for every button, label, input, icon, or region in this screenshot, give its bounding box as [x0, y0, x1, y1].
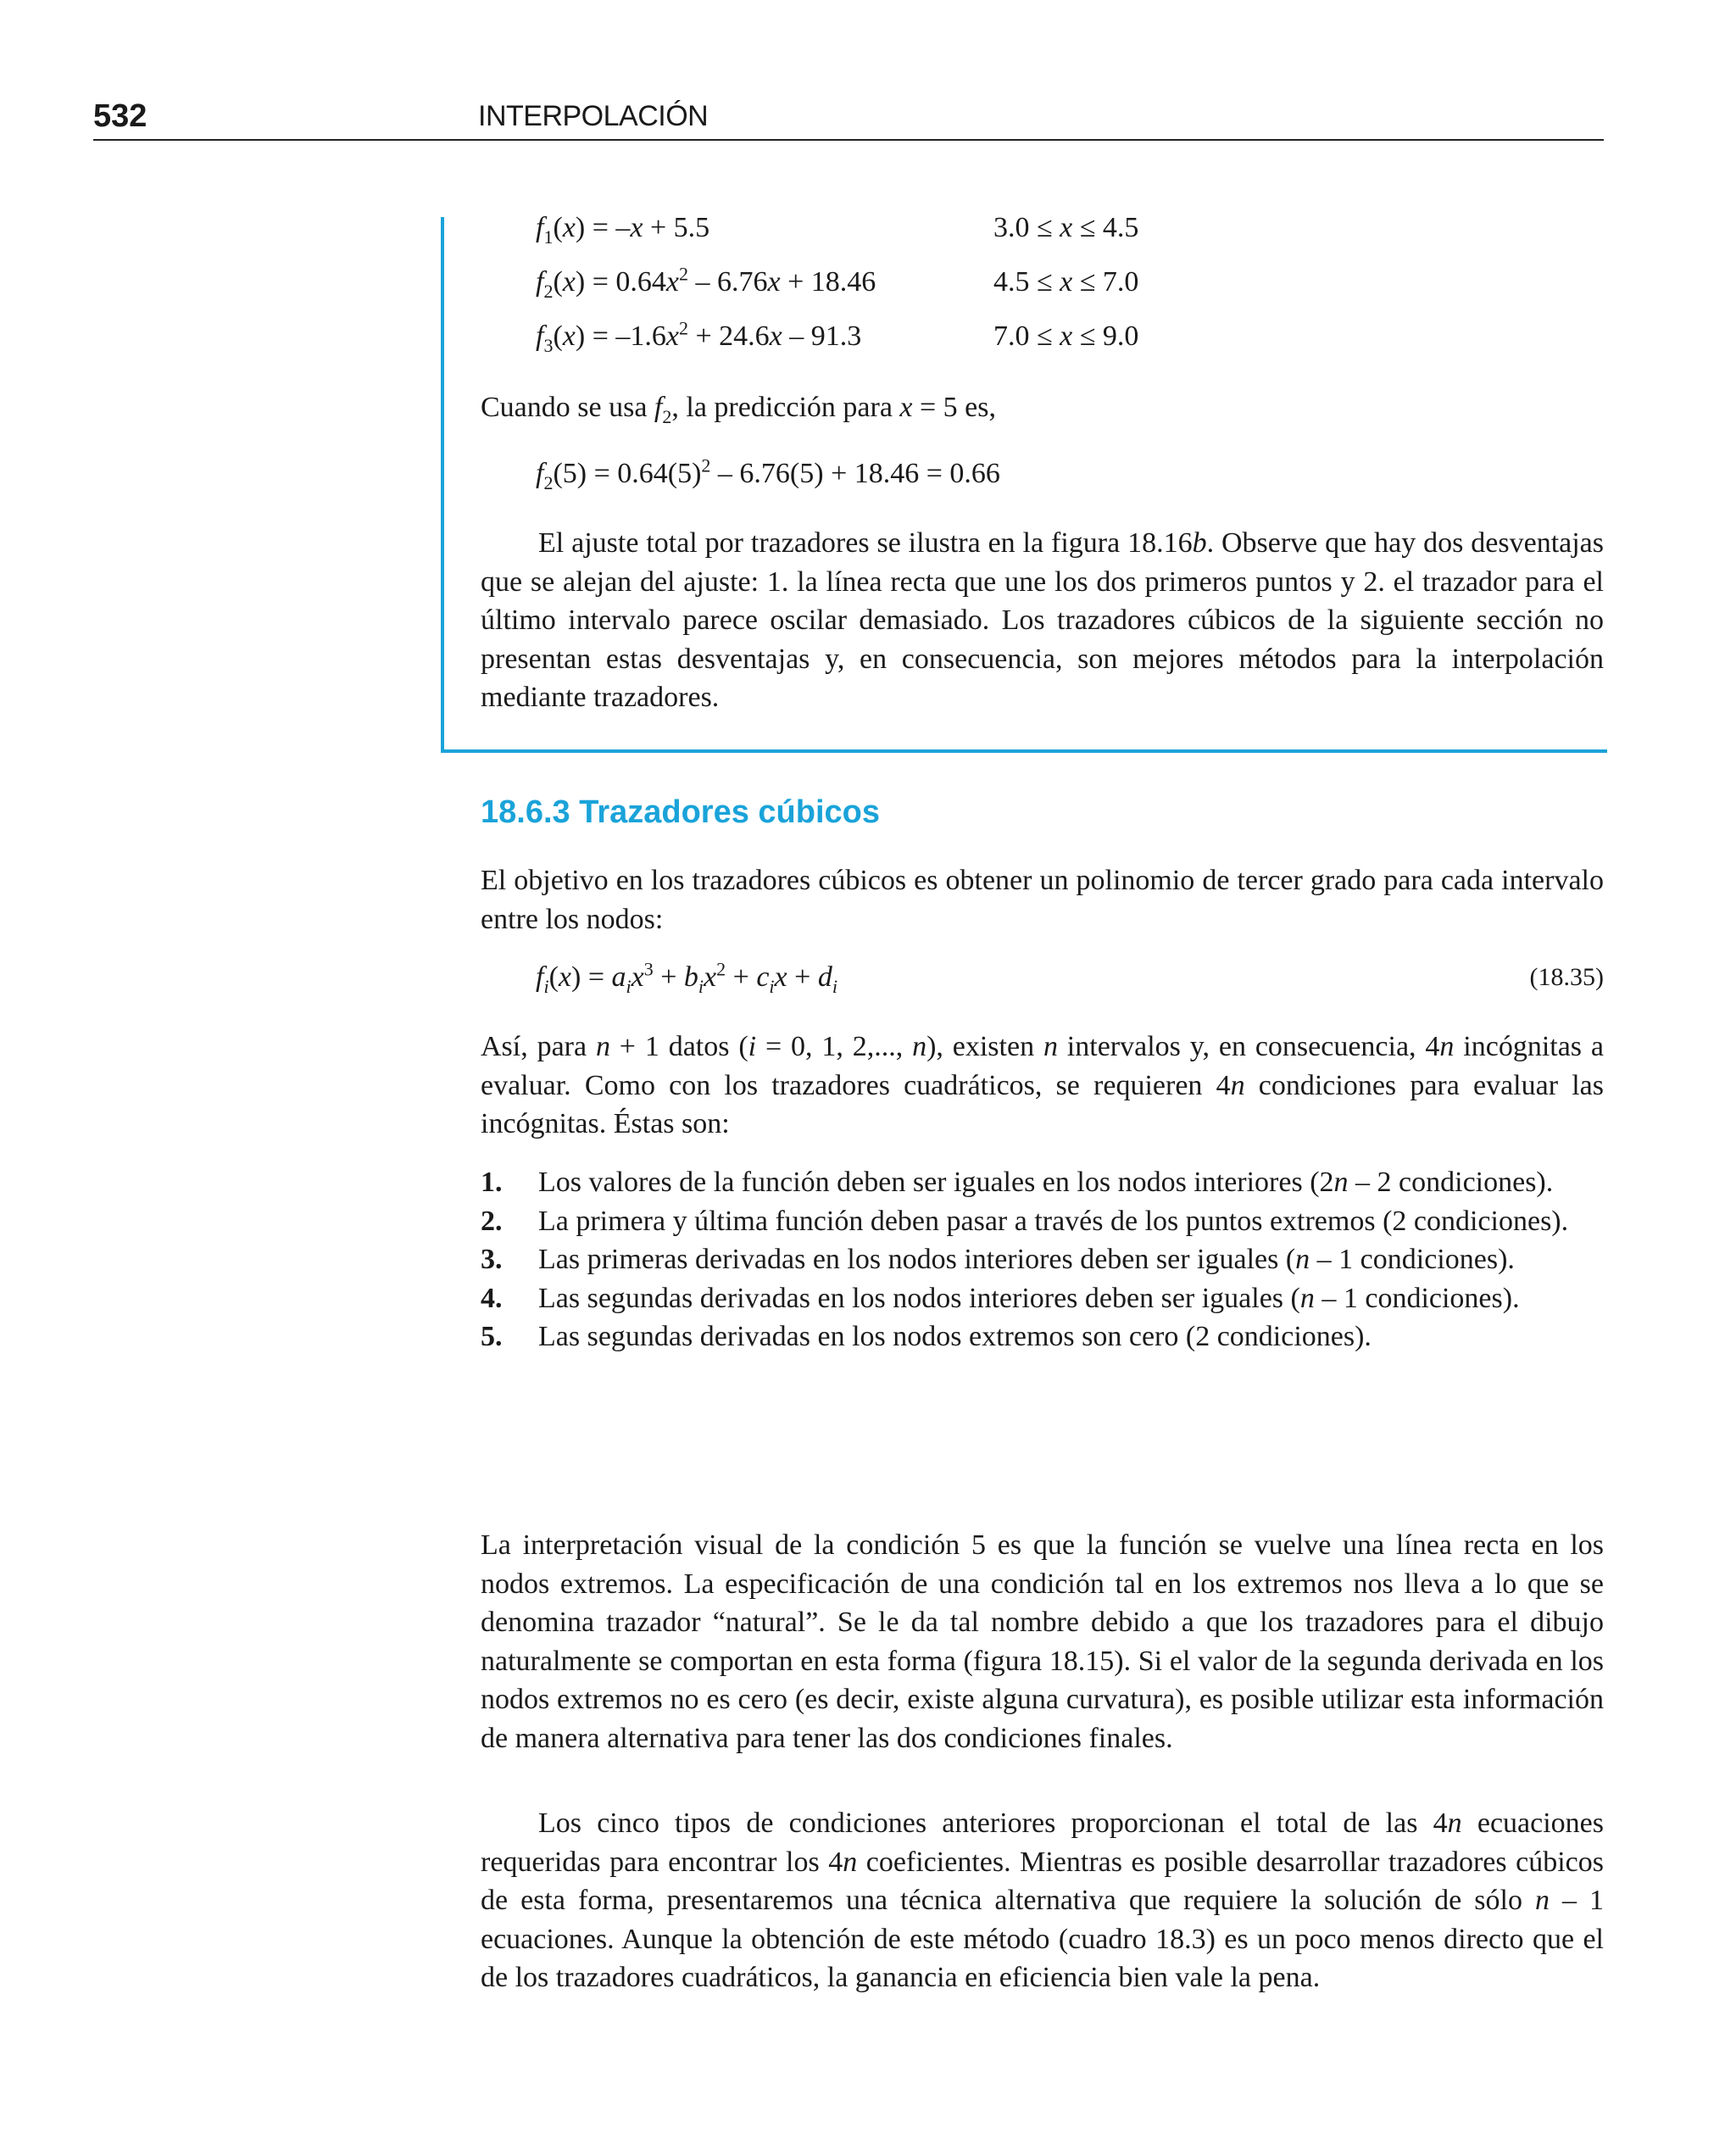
after-equation-paragraph: Así, para n + 1 datos (i = 0, 1, 2,..., n), existen n intervalos y, en consecuencia, 4n incógnitas a evaluar. Como con los trazadores cuadráticos, se requieren 4n condiciones para evaluar las incógnitas. Éstas son: [481, 1031, 1604, 1139]
equation-domain: 7.0 ≤ x ≤ 9.0 [993, 320, 1139, 352]
page-header [93, 95, 1604, 141]
body-paragraph-1: La interpretación visual de la condición 5 es que la función se vuelve una línea recta en los nodos extremos. La especificación de una condición tal en los extremos nos lleva a lo que se denomina trazador “natural”. Se le da tal nombre debido a que los trazadores para el dibujo naturalmente se comportan en esta forma (figura 18.15). Si el valor de la segunda derivada en los nodos extremos no es cero (es decir, existe alguna curvatura), es posible utilizar esta información de manera alternativa para tener las dos condiciones finales. [481, 1529, 1604, 1754]
equation-left: $f_1(x) = -x + 5.5$ [536, 212, 710, 248]
list-item: 3. Las primeras derivadas en los nodos interiores deben ser iguales (n – 1 condiciones). [481, 1244, 1515, 1275]
section-intro: El objetivo en los trazadores cúbicos es obtener un polinomio de tercer grado para cada intervalo entre los nodos: [481, 865, 1604, 935]
equation-number: (18.35) [1529, 963, 1604, 991]
list-item: 2. La primera y última función deben pasar a través de los puntos extremos (2 condiciones). [481, 1205, 1569, 1237]
equation-left: $f_3(x) = -1.6x^2 + 24.6x - 91.3$ [536, 317, 862, 356]
example-closing-paragraph: El ajuste total por trazadores se ilustra en la figura 18.16b. Observe que hay dos desventajas que se alejan del ajuste: 1. la línea recta que une los dos primeros puntos y 2. el trazador para el último intervalo parece oscilar demasiado. Los trazadores cúbicos de la siguiente sección no presentan estas desventajas y, en consecuencia, son mejores métodos para la interpolación mediante trazadores. [481, 527, 1604, 713]
page-number: 532 [93, 98, 147, 134]
body-paragraph-2: Los cinco tipos de condiciones anteriores proporcionan el total de las 4n ecuaciones requeridas para encontrar los 4n coeficientes. Mientras es posible desarrollar trazadores cúbicos de esta forma, presentaremos una técnica alternativa que requiere la solución de sólo n – 1 ecuaciones. Aunque la obtención de este método (cuadro 18.3) es un poco menos directo que el de los trazadores cuadráticos, la ganancia en eficiencia bien vale la pena. [481, 1807, 1604, 1993]
running-title: INTERPOLACIÓN [478, 100, 709, 132]
conditions-list [481, 1163, 1604, 1356]
list-item: 4. Las segundas derivadas en los nodos interiores deben ser iguales (n – 1 condiciones). [481, 1282, 1520, 1314]
equation-left: $f_2(x) = 0.64x^2 - 6.76x + 18.46$ [536, 263, 876, 302]
list-item: 5. Las segundas derivadas en los nodos extremos son cero (2 condiciones). [481, 1321, 1372, 1352]
equation-domain: 3.0 ≤ x ≤ 4.5 [993, 212, 1139, 243]
list-item: 1. Los valores de la función deben ser iguales en los nodos interiores (2n – 2 condiciones). [481, 1167, 1554, 1198]
section-heading: 18.6.3 Trazadores cúbicos [481, 794, 881, 830]
prediction-intro: Cuando se usa $f_2$, la predicción para x = 5 es, [481, 392, 996, 427]
equation-domain: 4.5 ≤ x ≤ 7.0 [993, 266, 1139, 298]
